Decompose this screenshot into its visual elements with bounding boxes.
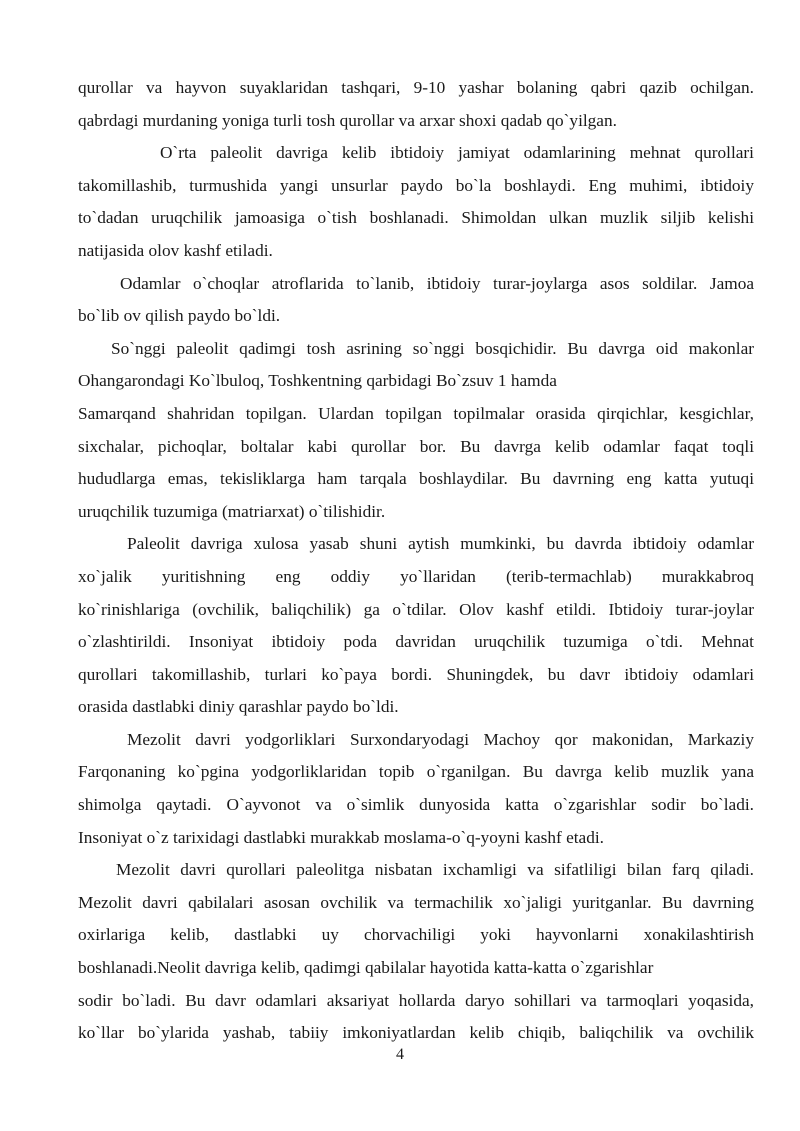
text-line: natijasida olov kashf etiladi. xyxy=(78,240,273,260)
text-line: xo`jalik yuritishning eng oddiy yo`llaridan (terib-termachlab) murakkabroq xyxy=(78,566,754,586)
text-line: sodir bo`ladi. Bu davr odamlari aksariyat hollarda daryo sohillari va tarmoqlari yoqasida, xyxy=(78,990,754,1010)
text-line: uruqchilik tuzumiga (matriarxat) o`tilishidir. xyxy=(78,501,386,521)
text-line: shimolga qaytadi. O`ayvonot va o`simlik dunyosida katta o`zgarishlar sodir bo`ladi. xyxy=(78,795,754,815)
text-line: bo`lib ov qilish paydo bo`ldi. xyxy=(78,306,281,326)
text-line: sixchalar, pichoqlar, boltalar kabi qurollar bor. Bu davrga kelib odamlar faqat toqli xyxy=(78,436,754,456)
text-line: takomillashib, turmushida yangi unsurlar paydo bo`la boshlaydi. Eng muhimi, ibtidoiy xyxy=(78,175,754,195)
text-line: o`zlashtirildi. Insoniyat ibtidoiy poda davridan uruqchilik tuzumiga o`tdi. Mehnat xyxy=(78,632,754,652)
text-line: Mezolit davri qabilalari asosan ovchilik va termachilik xo`jaligi yuritganlar. Bu davrning xyxy=(78,892,754,912)
text-line: Ohangarondagi Ko`lbuloq, Toshkentning qarbidagi Bo`zsuv 1 hamda xyxy=(78,371,557,391)
text-line: oxirlariga kelib, dastlabki uy chorvachiligi yoki hayvonlarni xonakilashtirish xyxy=(78,925,754,945)
text-line: Insoniyat o`z tarixidagi dastlabki murakkab moslama-o`q-yoyni kashf etadi. xyxy=(78,827,604,847)
text-line: Samarqand shahridan topilgan. Ulardan topilgan topilmalar orasida qirqichlar, kesgichlar, xyxy=(78,403,754,423)
text-line: ko`rinishlariga (ovchilik, baliqchilik) ga o`tdilar. Olov kashf etildi. Ibtidoiy turar-joylar xyxy=(78,599,754,619)
text-line: So`nggi paleolit qadimgi tosh asrining so`nggi bosqichidir. Bu davrga oid makonlar xyxy=(111,338,754,358)
text-line: qurollar va hayvon suyaklaridan tashqari, 9-10 yashar bolaning qabri qazib ochilgan. xyxy=(78,78,754,97)
body-text xyxy=(78,72,754,1050)
text-line: qurollari takomillashib, turlari ko`paya bordi. Shuningdek, bu davr ibtidoiy odamlari xyxy=(78,664,754,684)
text-line: O`rta paleolit davriga kelib ibtidoiy jamiyat odamlarining mehnat qurollari xyxy=(160,143,754,163)
text-line: Mezolit davri qurollari paleolitga nisbatan ixchamligi va sifatliligi bilan farq qiladi. xyxy=(116,860,754,880)
text-line: ko`llar bo`ylarida yashab, tabiiy imkoniyatlardan kelib chiqib, baliqchilik va ovchilik xyxy=(78,1023,754,1043)
text-line: Mezolit davri yodgorliklari Surxondaryodagi Machoy qor makonidan, Markaziy xyxy=(127,729,754,749)
page-number: 4 xyxy=(396,1046,404,1063)
text-line: boshlanadi.Neolit davriga kelib, qadimgi qabilalar hayotida katta-katta o`zgarishlar xyxy=(78,958,654,978)
text-line: Paleolit davriga xulosa yasab shuni aytish mumkinki, bu davrda ibtidoiy odamlar xyxy=(127,534,754,554)
text-line: qabrdagi murdaning yoniga turli tosh qurollar va arxar shoxi qadab qo`yilgan. xyxy=(78,110,617,130)
text-line: hududlarga emas, tekisliklarga ham tarqala boshlaydilar. Bu davrning eng katta yutuqi xyxy=(78,469,754,489)
text-line: to`dadan uruqchilik jamoasiga o`tish boshlanadi. Shimoldan ulkan muzlik siljib kelishi xyxy=(78,208,754,228)
text-line: orasida dastlabki diniy qarashlar paydo bo`ldi. xyxy=(78,697,399,717)
text-line: Odamlar o`choqlar atroflarida to`lanib, ibtidoiy turar-joylarga asos soldilar. Jamoa xyxy=(120,273,754,293)
text-line: Farqonaning ko`pgina yodgorliklaridan topib o`rganilgan. Bu davrga kelib muzlik yana xyxy=(78,762,754,782)
